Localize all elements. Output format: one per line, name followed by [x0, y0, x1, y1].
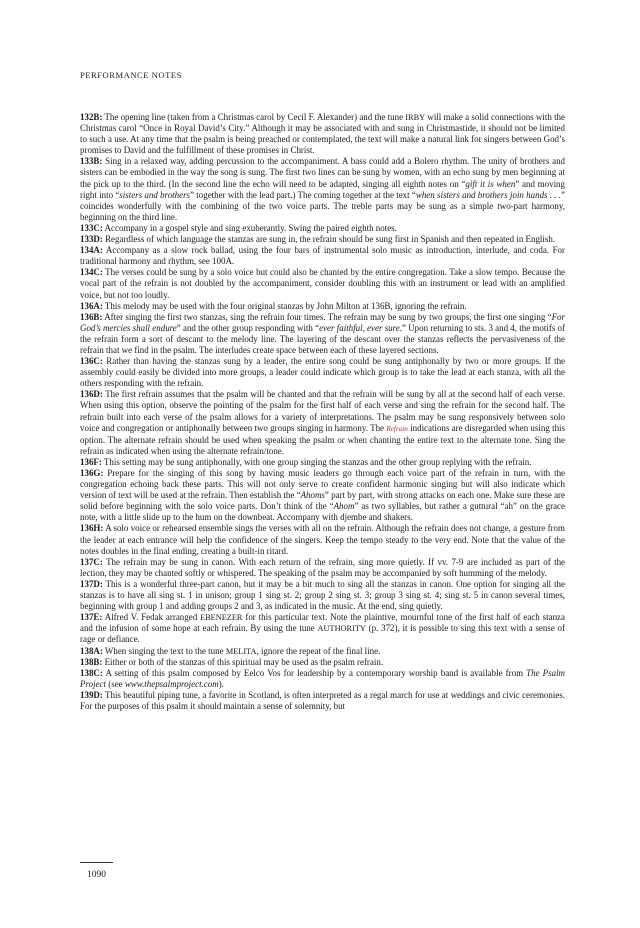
note-text: The verses could be sung by a solo voice but could also be chanted by the entire congregation. Take a slow tempo. Because the vocal part of the refrain is not doubled by the accompaniment, consider doubling this with an instrument or lead with an amplified voice, but not too loudly. [80, 267, 566, 300]
performance-note [80, 668, 565, 690]
performance-note [80, 557, 565, 579]
note-label: 136C: [80, 356, 103, 367]
note-text: Rather than having the stanzas sung by a leader, the entire song could be sung antiphonally by two or more groups. If the assembly could easily be divided into more groups, a leader could indicate which group is to take the lead at each stanza, with all the others responding with the refrain. [80, 356, 565, 389]
note-label: 136B: [80, 311, 103, 322]
note-text: ” and moving right into “ [80, 178, 565, 200]
note-text: (see [105, 678, 125, 689]
tune-name: IRBY [405, 113, 426, 122]
note-label: 133C: [80, 222, 103, 233]
note-text: ” and the other group responding with “ [176, 322, 320, 333]
performance-note [80, 301, 565, 312]
note-text: This setting may be sung antiphonally, with one group singing the stanzas and the other group replying with the refrain. [103, 456, 532, 467]
note-label: 138B: [80, 656, 103, 667]
note-text: This beautiful piping tune, a favorite in Scotland, is often interpreted as a regal march for use at weddings and civic ceremonies. For the purposes of this psalm it should maintain a sense of solemnity, but [80, 689, 565, 711]
note-text: A solo voice or rehearsed ensemble sings the verses with all on the refrain. Although the refrain does not change, a gesture from the leader at each entrance will help the confidence of the singers. Keep the tempo steady to the very end. Note that the value of the notes doubles in the final ending, creating a built-in ritard. [80, 523, 565, 556]
note-text: Sing in a relaxed way, adding percussion to the accompaniment. A bass could add a Bolero rhythm. The unity of brothers and sisters can be embodied in the way the song is sung. The first two lines can be sung by women, with an echo sung by men beginning at the pick up to the third. (In the second line the echo will need to be adapted, singing all eighth notes on “ [80, 156, 566, 189]
performance-note [80, 690, 565, 712]
note-text: ). [218, 678, 224, 689]
performance-note [80, 523, 565, 556]
note-label: 137D: [80, 578, 103, 589]
footer-rule [80, 862, 113, 863]
note-label: 138A: [80, 645, 103, 656]
italic-text: For God’s mercies shall endure [80, 311, 565, 333]
note-label: 136D: [80, 389, 103, 400]
italic-text: www.thepsalmproject.com [124, 678, 219, 689]
note-label: 133B: [80, 156, 103, 167]
note-label: 134A: [80, 245, 103, 256]
note-label: 137E: [80, 612, 103, 623]
note-text: , ignore the repeat of the final line. [256, 645, 381, 656]
note-text: The first refrain assumes that the psalm will be chanted and that the refrain will be sung by all at the second half of each verse. When using this option, observe the pointing of the psalm for the first half of each verse and sing the refrain for the second half. The refrain built into each verse of the psalm allows for a variety of interpretations. The psalm may be sung responsively between solo voice and congregation or antiphonally between two groups singing in harmony. The [80, 389, 565, 433]
italic-text: sisters and brothers [119, 189, 191, 200]
note-text: Prepare for the singing of this song by having music leaders go through each voice part of the refrain in turn, with the congregation echoing back these parts. This will not only serve to create confident harmonic singing but will also indicate which version of text will be used at the refrain. Then establish the “ [80, 468, 566, 501]
performance-note [80, 223, 565, 234]
tune-name: MELITA [225, 646, 257, 656]
note-text: ” together with the lead part.) The coming together at the text “ [190, 189, 416, 200]
note-text: Alfred V. Fedak arranged [104, 612, 201, 623]
note-text: After singing the first two stanzas, sing the refrain four times. The refrain may be sung by two groups, the first one singing “ [104, 311, 552, 322]
tune-name: EBENEZER [200, 613, 243, 623]
note-text: ” part by part, with strong attacks on each one. Make sure these are solid before beginning with the solo voice parts. Don’t think of the “ [80, 490, 566, 512]
note-label: 138C: [80, 667, 103, 678]
note-text: When singing the text to the tune [104, 645, 226, 656]
italic-text: gift it is when [465, 178, 516, 189]
performance-note [80, 389, 565, 457]
note-text: ” coincides wonderfully with the combining of the two voice parts. The treble parts may be sung as a simple two-part harmony, beginning on the third line. [80, 189, 565, 222]
page-number: 1090 [87, 870, 106, 880]
note-text: .” Upon returning to sts. 3 and 4, the motifs of the refrain form a sort of descant to the melody line. The layering of the descant over the stanzas reflects the pervasiveness of the refrain that we find in the psalm. The interludes create space between each of these layered sections. [80, 322, 566, 355]
italic-text: ever faithful, ever sure [319, 322, 400, 333]
note-text: for this particular text. Note the plaintive, mournful tone of the first half of each stanza and the infusion of some hope at each refrain. By using the tune [80, 612, 565, 634]
note-text: Regardless of which language the stanzas are sung in, the refrain should be sung first in Spanish and then repeated in English. [105, 234, 556, 245]
note-text: The refrain may be sung in canon. With each return of the refrain, sing more quietly. If vv. 7-9 are included as part of the lection, they may be chanted softly or whispered. The speaking of the psalm may be accompanied by soft humming of the melody. [80, 556, 566, 578]
note-label: 133D: [80, 234, 103, 245]
italic-text: The Psalm Project [80, 667, 566, 689]
performance-note [80, 657, 565, 668]
note-label: 132B: [80, 112, 103, 122]
note-text: ” as two syllables, but rather a guttural “ah” on the grace note, with a little slide up to the hum on the downbeat. Accompany with djembe and shakers. [80, 501, 565, 523]
performance-note [80, 156, 565, 223]
refrain-marker: Refrain [386, 424, 408, 433]
performance-notes-body [80, 112, 565, 712]
note-text: This melody may be used with the four original stanzas by John Milton at 136B, ignoring the refrain. [104, 300, 467, 311]
note-text: indications are disregarded when using this option. The alternate refrain should be used when speaking the psalm or when chanting the entire text to the alternate tone. Sing the refrain as indicated when using the alternate refrain/tone. [80, 422, 565, 456]
note-text: Accompany as a slow rock ballad, using the four bars of instrumental solo music as introduction, interlude, and coda. For traditional harmony and rhythm, see 100A. [80, 245, 565, 267]
tune-name: AUTHORITY [317, 624, 366, 634]
note-label: 139D: [80, 689, 103, 700]
note-label: 136H: [80, 523, 104, 534]
note-text: Either or both of the stanzas of this spiritual may be used as the psalm refrain. [104, 656, 384, 667]
performance-note [80, 234, 565, 245]
note-text: Accompany in a gospel style and sing exuberantly. Swing the paired eighth notes. [104, 222, 397, 233]
note-label: 137C: [80, 556, 103, 567]
note-text: will make a solid connections with the Christmas carol “Once in Royal David’s City.” Although it may be associated with and sung in Christmastide, it should not be limited to such a use. At any time that the psalm is being preached or contemplated, the text will make a natural link for singers between God’s promises to David and the fulfillment of these promises in Christ. [80, 112, 565, 156]
note-text: The opening line (taken from a Christmas carol by Cecil F. Alexander) and the tune [104, 112, 406, 122]
note-label: 136G: [80, 468, 104, 478]
performance-note [80, 267, 565, 300]
performance-note [80, 468, 565, 523]
italic-text: when sisters and brothers join hands . . . [415, 189, 562, 200]
performance-note [80, 112, 565, 156]
performance-note [80, 245, 565, 267]
italic-text: Ahoms [300, 490, 325, 501]
note-label: 136A: [80, 300, 103, 311]
performance-note [80, 457, 565, 468]
performance-note [80, 612, 565, 645]
running-head: PERFORMANCE NOTES [80, 70, 182, 80]
performance-note [80, 356, 565, 389]
performance-note [80, 646, 565, 657]
performance-note [80, 312, 565, 356]
performance-note [80, 579, 565, 612]
note-label: 136F: [80, 456, 102, 467]
note-text: (p. 372), it is possible to sing this text with a sense of rage or defiance. [80, 623, 565, 645]
note-text: A setting of this psalm composed by Eelco Vos for leadership by a contemporary worship band is available from [105, 667, 527, 678]
note-text: This is a wonderful three-part canon, but it may be a bit much to sing all the stanzas in canon. One option for singing all the stanzas is to have all sing st. 1 in unison; group 1 sing st. 2; group 2 sing st. 3; group 3 sing st. 4; sing st. 5 in canon several times, beginning with group 1 and adding groups 2 and 3, as indicated in the music. At the end, sing quietly. [80, 578, 565, 612]
italic-text: Ahom [333, 501, 355, 512]
note-label: 134C: [80, 267, 103, 278]
